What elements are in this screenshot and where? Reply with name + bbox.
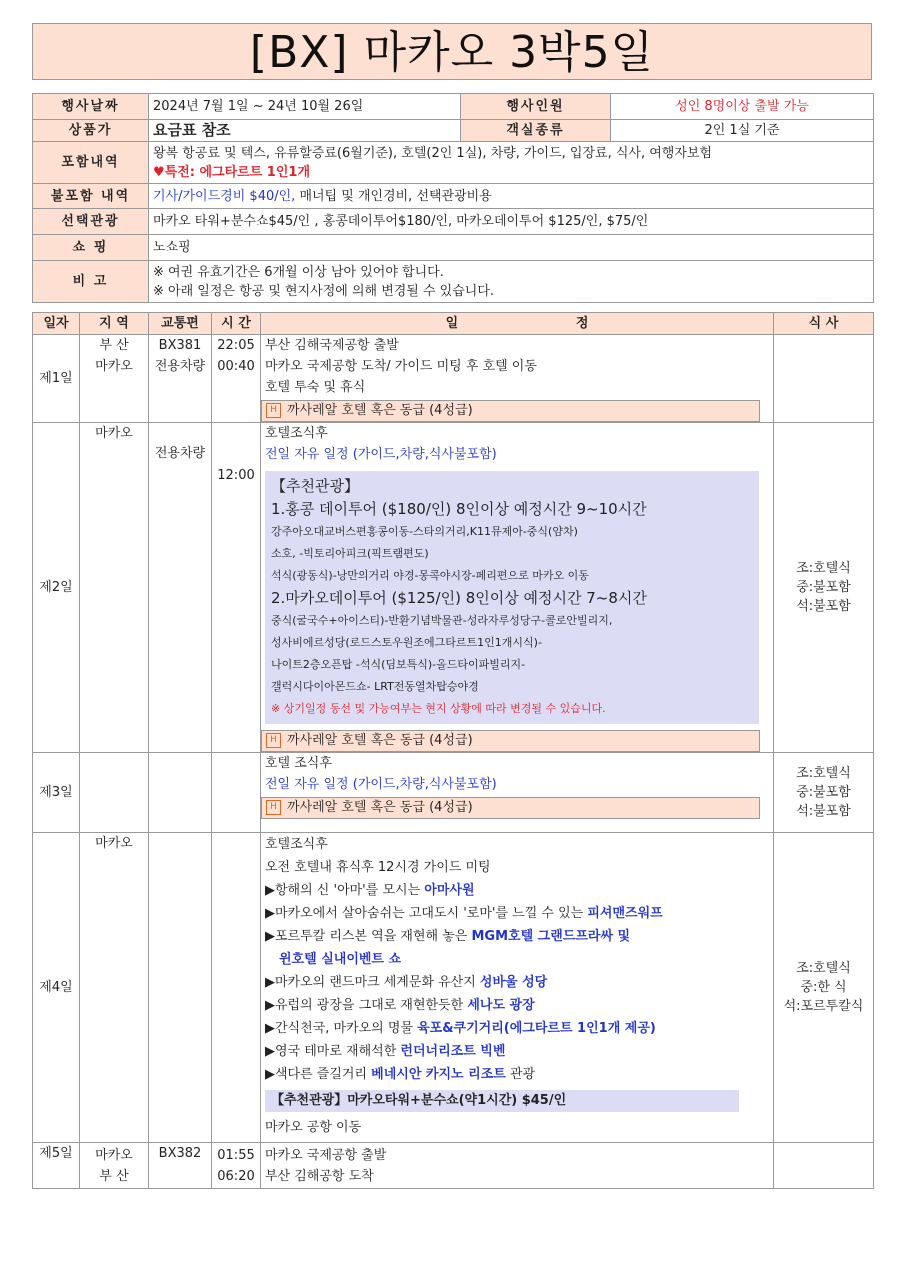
attraction-line: 윈호텔 실내이벤트 쇼 — [279, 952, 402, 967]
rec-title: 【추천관광】 — [271, 477, 359, 495]
schedule-line: 호텔 조식후 — [265, 756, 332, 771]
recommended-tour-box: 【추천관광】마카오타워+분수쇼(약1시간) $45/인 — [265, 1090, 739, 1112]
price-value: 요금표 참조 — [149, 120, 461, 142]
hotel-icon: H — [266, 403, 281, 418]
schedule-line: 호텔조식후 — [265, 837, 328, 852]
meal-lunch: 중:불포함 — [796, 580, 851, 595]
meal-dinner: 석:포르투칼식 — [783, 999, 864, 1014]
optional-value: 마카오 타워+분수쇼$45/인 , 홍콩데이투어$180/인, 마카오데이투어 $125/인, $75/인 — [149, 209, 874, 235]
schedule-line: 부산 김해국제공항 출발 — [265, 338, 399, 353]
hotel-text: 까사레알 호텔 혹은 동급 (4성급) — [287, 733, 473, 748]
schedule-line: 호텔조식후 — [265, 426, 328, 441]
rec-line: 소호, -빅토리아피크(픽트램편도) — [271, 547, 429, 560]
hotel-line — [261, 730, 760, 752]
time: 00:40 — [217, 359, 255, 374]
attraction-line: ▶영국 테마로 재해석한 런더너리조트 빅벤 — [265, 1044, 506, 1059]
day-label: 제1일 — [33, 335, 80, 423]
optional-label: 선택관광 — [33, 209, 149, 235]
day-row-4 — [33, 833, 874, 1143]
transport: 전용차량 — [149, 423, 212, 753]
price-label: 상품가 — [33, 120, 149, 142]
schedule-line: 오전 호텔내 휴식후 12시경 가이드 미팅 — [265, 860, 491, 875]
meal-dinner: 석:불포함 — [796, 804, 851, 819]
rec-line: 중식(굴국수+아이스티)-반환기념박물관-성라자루성당구-콜로안빌리지, — [271, 614, 613, 627]
header-place: 지 역 — [80, 313, 149, 335]
time: 22:05 — [217, 338, 255, 353]
day-label: 제5일 — [33, 1143, 80, 1189]
attraction-line: ▶포르투칼 리스본 역을 재현해 놓은 MGM호텔 그랜드프라싸 및 — [265, 929, 631, 944]
meal-breakfast: 조:호텔식 — [796, 961, 851, 976]
meal-lunch: 중:불포함 — [796, 785, 851, 800]
attraction-line: ▶유럽의 광장을 그대로 재현한듯한 세나도 광장 — [265, 998, 535, 1013]
header-day: 일자 — [33, 313, 80, 335]
remark-label: 비 고 — [33, 261, 149, 303]
hotel-icon: H — [266, 733, 281, 748]
remark-line: ※ 아래 일정은 항공 및 현지사정에 의해 변경될 수 있습니다. — [153, 283, 495, 299]
place: 마카오 — [95, 1147, 133, 1163]
place: 부 산 — [99, 1168, 129, 1184]
schedule-line: 전일 자유 일정 (가이드,차량,식사불포함) — [265, 447, 497, 462]
day-label: 제4일 — [33, 833, 80, 1143]
day-row-2 — [33, 423, 874, 753]
hotel-line — [261, 797, 760, 819]
include-special: ♥특전: 에그타르트 1인1개 — [153, 164, 311, 180]
exclude-value: 매너팁 및 개인경비, 선택관광비용 — [295, 188, 492, 204]
time: 12:00 — [212, 423, 261, 753]
date-value: 2024년 7월 1일 ~ 24년 10월 26일 — [149, 94, 461, 120]
room-label: 객실종류 — [461, 120, 611, 142]
day-label: 제2일 — [33, 423, 80, 753]
attraction-line: ▶간식천국, 마카오의 명물 육포&쿠기거리(에그타르트 1인1개 제공) — [265, 1021, 656, 1036]
exclude-label: 불포함 내역 — [33, 184, 149, 209]
attraction-line: ▶마카오의 랜드마크 세계문화 유산지 성바울 성당 — [265, 975, 548, 990]
schedule-line: 부산 김해공항 도착 — [265, 1168, 374, 1184]
attraction-line: ▶색다른 즐길거리 베네시안 카지노 리조트 관광 — [265, 1067, 536, 1082]
schedule-line: 전일 자유 일정 (가이드,차량,식사불포함) — [265, 777, 497, 792]
place: 마카오 — [80, 833, 149, 1143]
rec1-title: 1.홍콩 데이투어 ($180/인) 8인이상 예정시간 9~10시간 — [271, 500, 647, 518]
schedule-line: 마카오 국제공항 출발 — [265, 1147, 387, 1163]
include-label: 포함내역 — [33, 142, 149, 184]
time: 06:20 — [217, 1168, 255, 1184]
day-row-1 — [33, 335, 874, 423]
meal-dinner: 석:불포함 — [796, 599, 851, 614]
people-value: 성인 8명이상 출발 가능 — [611, 94, 874, 120]
schedule-line: 호텔 투숙 및 휴식 — [265, 380, 366, 395]
include-value: 왕복 항공료 및 텍스, 유류할증료(6월기준), 호텔(2인 1실), 차량, 가이드, 입장료, 식사, 여행자보험 — [153, 145, 713, 161]
recommended-tour-box — [265, 471, 759, 724]
meal-breakfast: 조:호텔식 — [796, 561, 851, 576]
rec-line: 갤럭시다이아몬드쇼- LRT전동열차탑승야경 — [271, 680, 479, 693]
rec-line: 강주아오대교버스편홍콩이동-스타의거리,K11뮤제아-중식(얌차) — [271, 525, 578, 538]
schedule-table — [32, 312, 874, 1189]
room-value: 2인 1실 기준 — [611, 120, 874, 142]
hotel-text: 까사레알 호텔 혹은 동급 (4성급) — [287, 800, 473, 815]
rec2-title: 2.마카오데이투어 ($125/인) 8인이상 예정시간 7~8시간 — [271, 589, 647, 607]
place: 마카오 — [80, 423, 149, 753]
transport: BX382 — [149, 1143, 212, 1189]
page-title: [BX] 마카오 3박5일 — [32, 23, 872, 80]
header-schedule: 일 정 — [261, 313, 774, 335]
hotel-icon: H — [266, 800, 281, 815]
day-row-3 — [33, 753, 874, 833]
hotel-line — [261, 400, 760, 422]
header-time: 시 간 — [212, 313, 261, 335]
exclude-guide-fee: 기사/가이드경비 $40/인, — [153, 188, 296, 204]
day-label: 제3일 — [33, 753, 80, 833]
people-label: 행사인원 — [461, 94, 611, 120]
info-table — [32, 93, 874, 303]
meal-lunch: 중:한 식 — [800, 980, 847, 995]
time: 01:55 — [217, 1147, 255, 1163]
header-meal: 식 사 — [774, 313, 874, 335]
header-transport: 교통편 — [149, 313, 212, 335]
rec-line: 석식(광동식)-낭만의거리 야경-몽콕야시장-페리편으로 마카오 이동 — [271, 569, 589, 582]
shopping-value: 노쇼핑 — [149, 235, 874, 261]
transport: 전용차량 — [154, 359, 206, 374]
day-row-5 — [33, 1143, 874, 1189]
transport: BX381 — [158, 338, 202, 353]
place: 부 산 — [99, 338, 129, 353]
shopping-label: 쇼 핑 — [33, 235, 149, 261]
date-label: 행사날짜 — [33, 94, 149, 120]
attraction-line: ▶마카오에서 살아숨쉬는 고대도시 '로마'를 느낄 수 있는 피셔맨즈워프 — [265, 906, 663, 921]
attraction-line: ▶항해의 신 '아마'를 모시는 아마사원 — [265, 883, 475, 898]
schedule-line: 마카오 공항 이동 — [265, 1120, 362, 1135]
schedule-line: 마카오 국제공항 도착/ 가이드 미팅 후 호텔 이동 — [265, 359, 537, 374]
rec-line: 성사비에르성당(로드스토우원조에그타르트1인1개시식)- — [271, 636, 542, 649]
place: 마카오 — [95, 359, 133, 374]
remark-line: ※ 여권 유효기간은 6개월 이상 남아 있어야 합니다. — [153, 264, 444, 280]
rec-line: 나이트2층오픈탑 -석식(딤보특식)-올드타이파빌리지- — [271, 658, 526, 671]
hotel-text: 까사레알 호텔 혹은 동급 (4성급) — [287, 403, 473, 418]
rec-note: ※ 상기일정 동선 및 가능여부는 현지 상황에 따라 변경될 수 있습니다. — [271, 702, 606, 715]
meal-breakfast: 조:호텔식 — [796, 766, 851, 781]
